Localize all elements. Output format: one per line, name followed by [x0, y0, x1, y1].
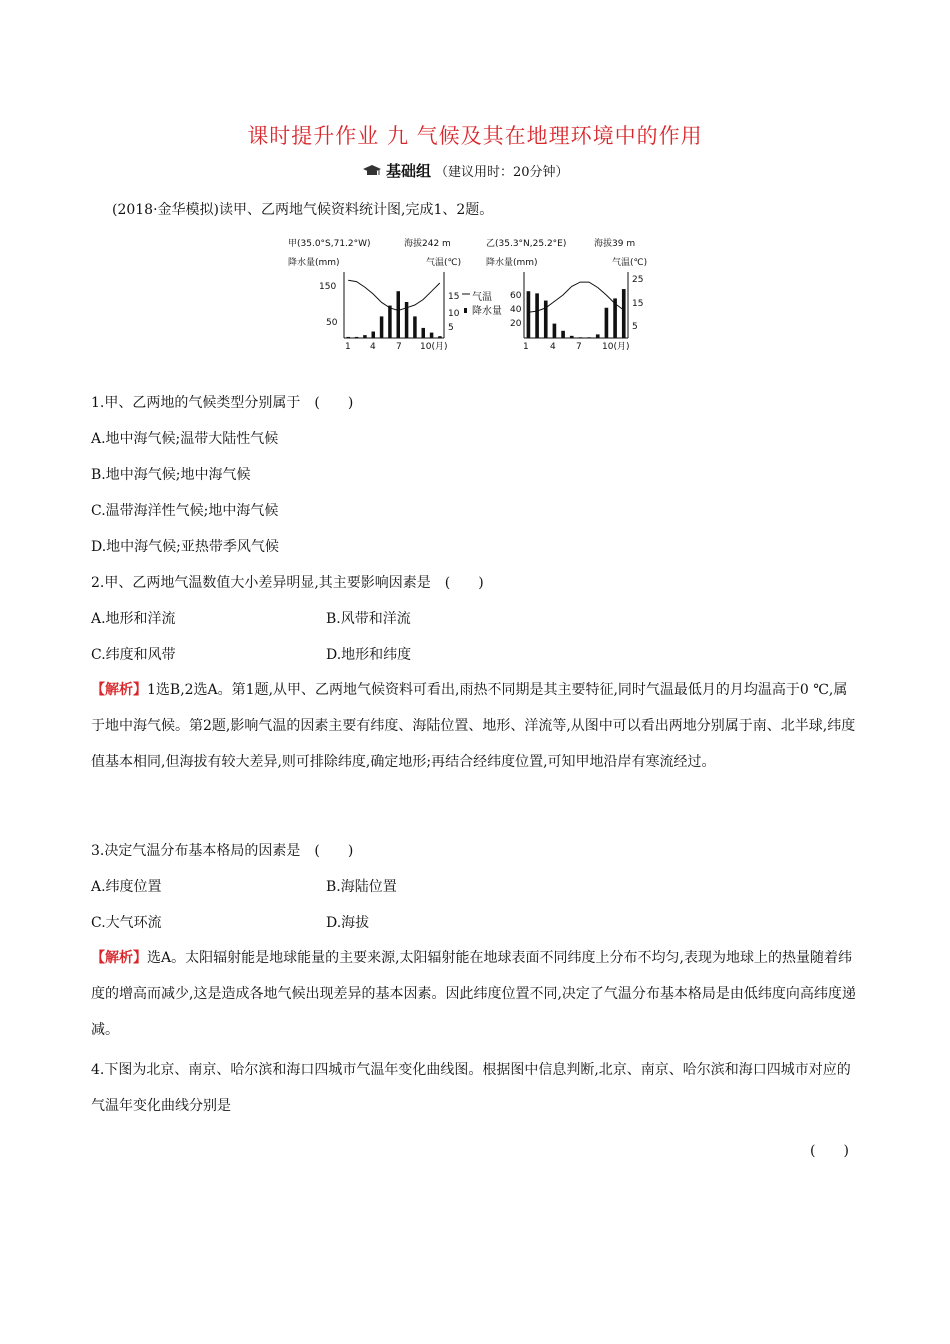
precipitation-bar: [413, 316, 417, 338]
precipitation-bar: [430, 333, 434, 338]
question-3-option-a[interactable]: A.纬度位置: [91, 879, 162, 895]
analysis-3: [91, 940, 861, 1048]
y-left-label: 降水量(mm): [486, 258, 538, 268]
y-left-tick: 20: [510, 319, 522, 329]
question-3-option-d[interactable]: D.海拔: [326, 915, 370, 931]
precipitation-bar: [544, 301, 548, 338]
precipitation-bar: [579, 337, 583, 338]
y-left-tick: 150: [319, 282, 337, 292]
question-2-option-c[interactable]: C.纬度和风带: [91, 647, 176, 663]
y-right-label: 气温(℃): [426, 258, 462, 268]
question-2-stem: 2.甲、乙两地气温数值大小差异明显,其主要影响因素是 ( ): [91, 575, 484, 591]
precipitation-bar: [570, 336, 574, 338]
y-left-label: 降水量(mm): [288, 258, 340, 268]
question-3-option-b[interactable]: B.海陆位置: [326, 879, 397, 895]
question-2-option-b[interactable]: B.风带和洋流: [326, 611, 411, 627]
legend-temperature: 气温: [472, 292, 492, 303]
climate-chart-yi: [484, 232, 654, 354]
temperature-line: [348, 280, 440, 310]
precipitation-bar: [355, 337, 359, 338]
y-left-tick: 60: [510, 291, 522, 301]
question-1-stem: 1.甲、乙两地的气候类型分别属于 ( ): [91, 395, 354, 411]
question-3-stem: 3.决定气温分布基本格局的因素是 ( ): [91, 843, 354, 859]
analysis-tag: 【解析】: [91, 950, 147, 966]
precipitation-bar: [438, 336, 442, 338]
precipitation-bar: [388, 306, 392, 338]
precipitation-bar: [622, 289, 626, 338]
precipitation-bar: [605, 308, 609, 338]
question-intro: (2018·金华模拟)读甲、乙两地气候资料统计图,完成1、2题。: [112, 202, 494, 218]
precipitation-bar: [347, 337, 351, 338]
question-4-stem: 4.下图为北京、南京、哈尔滨和海口四城市气温年变化曲线图。根据图中信息判断,北京、南京、哈尔滨和海口四城市对应的气温年变化曲线分别是: [91, 1062, 851, 1114]
temperature-line: [528, 282, 623, 312]
question-1-option-c[interactable]: C.温带海洋性气候;地中海气候: [91, 503, 279, 519]
question-1-option-d[interactable]: D.地中海气候;亚热带季风气候: [91, 539, 279, 555]
x-tick: 4: [370, 342, 376, 352]
y-left-tick: 40: [510, 305, 522, 315]
y-right-label: 气温(℃): [612, 258, 648, 268]
y-right-tick: 15: [632, 299, 644, 309]
question-1-option-a[interactable]: A.地中海气候;温带大陆性气候: [91, 431, 279, 447]
graduation-cap-icon: [362, 164, 382, 178]
y-right-tick: 5: [632, 322, 638, 332]
precipitation-bar: [397, 291, 401, 338]
x-tick: 1: [345, 342, 351, 352]
question-4-answer-paren: ( ): [810, 1143, 849, 1159]
precipitation-bar: [422, 328, 426, 338]
chart-title: 乙(35.3°N,25.2°E): [486, 239, 567, 249]
x-tick: 10(月): [602, 342, 630, 352]
chart-altitude: 海拔242 m: [404, 239, 451, 249]
legend-precipitation: 降水量: [472, 306, 502, 317]
section-name: 基础组: [386, 162, 432, 180]
x-tick: 7: [396, 342, 402, 352]
y-left-tick: 50: [326, 318, 338, 328]
section-time-note: （建议用时：20分钟）: [435, 165, 569, 180]
y-right-tick: 25: [632, 275, 644, 285]
precipitation-bar: [553, 324, 557, 338]
question-2-option-a[interactable]: A.地形和洋流: [91, 611, 176, 627]
question-1-option-b[interactable]: B.地中海气候;地中海气候: [91, 467, 251, 483]
precipitation-bar: [587, 337, 591, 338]
question-2-option-d[interactable]: D.地形和纬度: [326, 647, 412, 663]
analysis-tag: 【解析】: [91, 682, 147, 698]
section-header: [362, 160, 569, 181]
precipitation-bar: [535, 293, 539, 338]
question-3-option-c[interactable]: C.大气环流: [91, 915, 162, 931]
x-tick: 7: [576, 342, 582, 352]
y-right-tick: 10: [448, 309, 460, 319]
precipitation-bar: [363, 335, 367, 338]
precipitation-bar: [527, 291, 531, 338]
analysis-text: 1选B,2选A。第1题,从甲、乙两地气候资料可看出,雨热不同期是其主要特征,同时气温最低月的月均温高于0 ℃,属于地中海气候。第2题,影响气温的因素主要有纬度、海陆位置、地形、洋流等,从图中可以看出两地分别属于南、北半球,纬度值基本相同,但海拔有较大差异,则可排除纬度,确定地形;再结合经纬度位置,可知甲地沿岸有寒流经过。: [91, 682, 856, 770]
climate-chart-jia: [282, 232, 472, 354]
precipitation-bar: [596, 334, 600, 338]
chart-title: 甲(35.0°S,71.2°W): [288, 239, 371, 249]
y-right-tick: 5: [448, 323, 454, 333]
x-tick: 10(月): [420, 342, 448, 352]
precipitation-bar: [561, 331, 565, 338]
y-right-tick: 15: [448, 292, 460, 302]
precipitation-bar: [380, 316, 384, 338]
x-tick: 1: [523, 342, 529, 352]
precipitation-bar: [372, 332, 376, 338]
page-title: 课时提升作业 九 气候及其在地理环境中的作用: [247, 124, 703, 148]
x-tick: 4: [550, 342, 556, 352]
analysis-1: [91, 672, 861, 780]
chart-altitude: 海拔39 m: [594, 239, 636, 249]
analysis-text: 选A。太阳辐射能是地球能量的主要来源,太阳辐射能在地球表面不同纬度上分布不均匀,表现为地球上的热量随着纬度的增高而减少,这是造成各地气候出现差异的基本因素。因此纬度位置不同,决定了气温分布基本格局是由低纬度向高纬度递减。: [91, 950, 856, 1038]
